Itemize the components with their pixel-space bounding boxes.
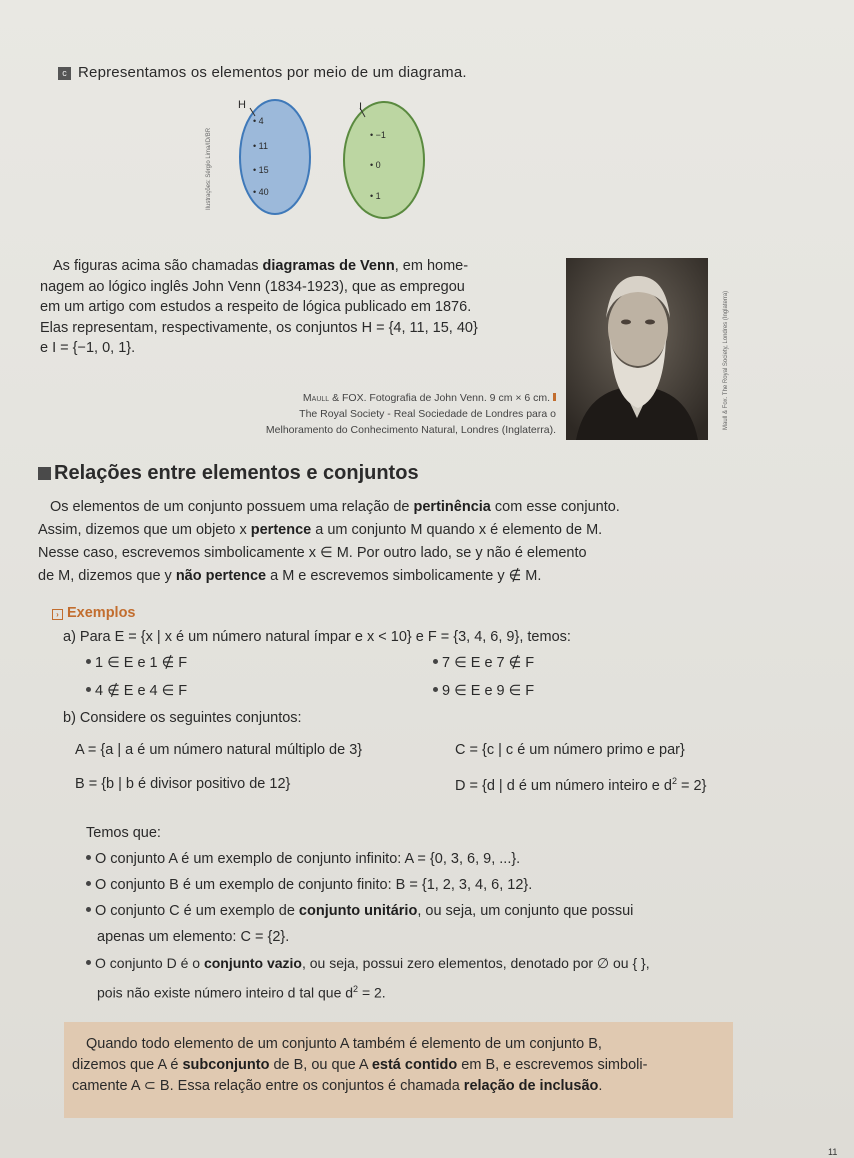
set-i-label: I: [359, 101, 363, 113]
set-c-definition: C = {c | c é um número primo e par}: [455, 742, 685, 758]
inclusion-note-box: Quando todo elemento de um conjunto A também é elemento de um conjunto B, dizemos que A é subconjunto de B, ou que A está contido em B, e escrevemos simboli- camente A ⊂ B. Essa relação entre os conjuntos é chamada relação de inclusão.: [64, 1022, 733, 1118]
set-d-definition: D = {d | d é um número inteiro e $d^2 = 2$}: [455, 776, 707, 794]
example-b-intro: b) Considere os seguintes conjuntos:: [63, 710, 302, 726]
intro-text: Representamos os elementos por meio de um diagrama.: [78, 64, 467, 81]
set-h-element: • 4: [253, 116, 264, 126]
set-i-ellipse: [344, 102, 424, 218]
page-number: 11: [828, 1147, 838, 1157]
set-h-element: • 15: [253, 165, 269, 175]
example-bullet: O conjunto A é um exemplo de conjunto infinito: A = {0, 3, 6, 9, ...}.: [86, 851, 520, 867]
section-title: Relações entre elementos e conjuntos: [38, 462, 419, 485]
example-bullet: O conjunto C é um exemplo de conjunto unitário, ou seja, um conjunto que possui: [86, 903, 633, 919]
example-bullet-continued: apenas um elemento: C = {2}.: [97, 929, 290, 945]
arrow-icon: ›: [52, 609, 63, 620]
section-paragraph: Os elementos de um conjunto possuem uma relação de pertinência com esse conjunto. Assim, dizemos que um objeto x pertence a um conjunto M quando x é elemento de M. Nesse caso, escrevemos simbolicamente x ∈ M. Por outro lado, se y não é elemento de M, dizemos que y não pertence a M e escrevemos simbolicamente y ∉ M.: [38, 499, 620, 584]
examples-heading: › Exemplos: [52, 605, 136, 621]
example-a-item: 4 ∉ E e 4 ∈ F: [86, 683, 187, 699]
set-h-element: • 11: [253, 141, 268, 151]
example-a-item: 1 ∈ E e 1 ∉ F: [86, 655, 187, 671]
photo-caption: Maull & FOX. Fotografia de John Venn. 9 cm × 6 cm. The Royal Society - Real Sociedade de Londres para o Melhoramento do Conhecimento Natural, Londres (Inglaterra).: [265, 392, 556, 436]
john-venn-portrait: [566, 258, 708, 440]
set-h-ellipse: [240, 100, 310, 214]
temos-que: Temos que:: [86, 825, 161, 841]
set-i-element: • 1: [370, 191, 381, 201]
set-a-definition: A = {a | a é um número natural múltiplo de 3}: [75, 742, 363, 758]
photo-credit: Maull & Fox. The Royal Society, Londres (Inglaterra): [723, 290, 729, 430]
example-a-item: 9 ∈ E e 9 ∈ F: [433, 683, 534, 699]
set-i-element: • −1: [370, 130, 386, 140]
illustration-credit: Ilustrações: Sérgio Lima/ID/BR: [206, 127, 212, 210]
venn-diagrams: [215, 90, 445, 230]
set-h-label: H: [238, 99, 246, 111]
example-bullet-continued: pois não existe número inteiro d tal que $d^2 = 2$.: [97, 984, 386, 1001]
example-a-intro: a) Para E = {x | x é um número natural ímpar e x < 10} e F = {3, 4, 6, 9}, temos:: [63, 629, 571, 645]
section-square-icon: [38, 467, 51, 480]
example-bullet: O conjunto B é um exemplo de conjunto finito: B = {1, 2, 3, 4, 6, 12}.: [86, 877, 532, 893]
venn-paragraph: As figuras acima são chamadas diagramas de Venn, em home- nagem ao lógico inglês John Venn (1834-1923), que as empregou em um artigo com estudos a respeito de lógica publicado em 1876. Elas representam, respectivamente, os conjuntos H = {4, 11, 15, 40} e I = {−1, 0, 1}.: [40, 258, 478, 356]
example-a-item: 7 ∈ E e 7 ∉ F: [433, 655, 534, 671]
set-b-definition: B = {b | b é divisor positivo de 12}: [75, 776, 291, 792]
set-h-element: • 40: [253, 187, 269, 197]
example-bullet: O conjunto D é o conjunto vazio, ou seja, possui zero elementos, denotado por ∅ ou { },: [86, 955, 650, 972]
set-i-element: • 0: [370, 160, 381, 170]
item-letter-badge: c: [58, 67, 71, 80]
